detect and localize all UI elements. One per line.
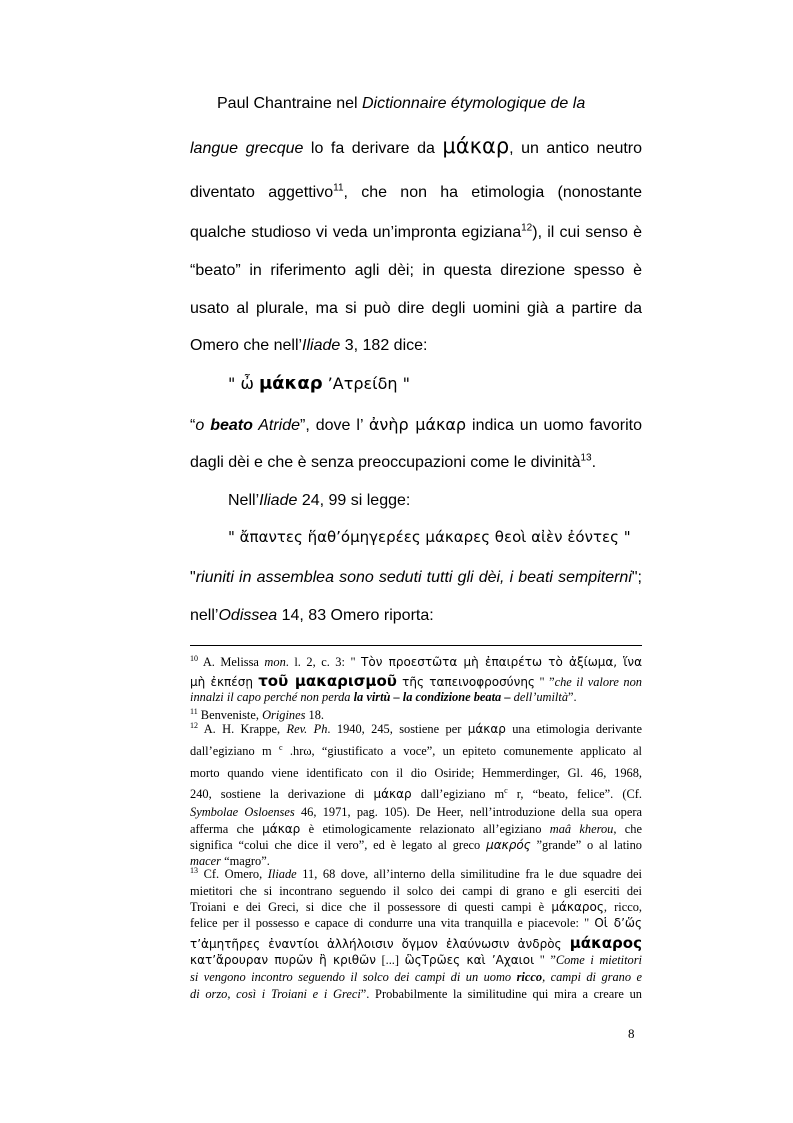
footnote-divider bbox=[190, 645, 642, 646]
body-line-12: nell’Odissea 14, 83 Omero riporta: bbox=[190, 607, 434, 624]
body-line-11: "riuniti in assemblea sono seduti tutti gli dèi, i beati sempiterni"; bbox=[190, 569, 642, 586]
footnote-13-line-4: felice per il possesso e capace di condurre una vita tranquilla e piacevole: " Οἱ δ’ὥς bbox=[190, 916, 642, 930]
footnote-12-line-1: $^{12}$ A. H. Krappe, Rev. Ph. 1940, 245, sostiene per μάκαρ una etimologia derivante bbox=[190, 720, 642, 736]
body-line-7: Omero che nell’Iliade 3, 182 dice: bbox=[190, 337, 428, 354]
body-line-1: Paul Chantraine nel Dictionnaire étymologique de la bbox=[217, 95, 586, 112]
footnote-13-line-7: si vengono incontro seguendo il solco dei campi di un uomo ricco, campi di grano e bbox=[190, 970, 642, 984]
footnote-13-line-6: κατ’ἄρουραν πυρῶν ἢ κριθῶν [...] ὣςΤρῶες καὶ ’Αχαιοι " ”Come i mietitori bbox=[190, 953, 642, 967]
body-line-10: Nell’Iliade 24, 99 si legge: bbox=[228, 492, 411, 509]
greek-quote-2: " ἄπαντες ἥαθ’όμηγερέες μάκαρες θεοὶ αἰὲν ἐόντες " bbox=[228, 528, 631, 546]
footnote-12-line-2: dall’egiziano m $^c$ .hrω, “giustificato a voce”, un epiteto comunemente applicato al bbox=[190, 742, 642, 758]
footnote-12-line-7: significa “colui che dice il vero”, ed è legato al greco μακρός ”grande” o al latino bbox=[190, 838, 642, 852]
footnote-10-line-3: innalzi il capo perché non perda la virtù – la condizione beata – dell’umiltà”. bbox=[190, 690, 577, 704]
footnote-10-line-1: $^{10}$ A. Melissa mon. l. 2, c. 3: " Τὸν προεστῶτα μὴ ἐπαιρέτω τὸ ἀξίωμα, ἵνα bbox=[190, 653, 643, 669]
footnote-12-line-8: macer “magro”. bbox=[190, 854, 270, 868]
footnote-ref-12[interactable]: 12 bbox=[521, 222, 533, 234]
greek-quote-1: " ὦ μάκαρ ’Ατρείδη " bbox=[228, 373, 410, 394]
footnote-13-line-3: Troiani e dei Greci, si dice che il possessore di questi campi è μάκαρος, ricco, bbox=[190, 900, 642, 914]
footnote-ref-11[interactable]: 11 bbox=[333, 182, 344, 194]
body-line-5: “beato” in riferimento agli dèi; in questa direzione spesso è bbox=[190, 262, 642, 279]
footnote-12-line-4: 240, sostiene la derivazione di μάκαρ dall’egiziano $m^c$ r, “beato, felice”. (Cf. bbox=[190, 785, 642, 801]
footnote-13-line-5: τ’ἀμητῆρες ἐναντίοι ἀλλήλοισιν ὄγμον ἐλαύνωσιν ἀνδρὸς μάκαρος bbox=[190, 934, 642, 952]
footnote-13-line-1: $^{13}$ Cf. Omero, Iliade 11, 68 dove, all’interno della similitudine fra le due squadre dei bbox=[190, 865, 642, 881]
footnote-ref-13[interactable]: 13 bbox=[580, 452, 592, 464]
footnote-10-line-2: μὴ ἐκπέσῃ τοῦ μακαρισμοῦ τῆς ταπεινοφροσύνης " ”che il valore non bbox=[190, 672, 642, 690]
body-line-3: diventato aggettivo$^{11}$, che non ha etimologia (nonostante bbox=[190, 182, 642, 201]
page-number: 8 bbox=[628, 1026, 635, 1041]
body-line-4: qualche studioso vi veda un’impronta egiziana$^{12}$), il cui senso è bbox=[190, 222, 642, 241]
footnote-11: $^{11}$ Benveniste, Origines 18. bbox=[190, 706, 325, 722]
body-line-9: dagli dèi e che è senza preoccupazioni come le divinità$^{13}$. bbox=[190, 452, 597, 471]
footnote-12-line-5: Symbolae Osloenses 46, 1971, pag. 105). De Heer, nell’introduzione della sua opera bbox=[190, 805, 642, 819]
body-line-2: langue grecque lo fa derivare da μάκαρ, un antico neutro bbox=[190, 134, 643, 158]
greek-makar: μάκαρ bbox=[442, 134, 510, 158]
footnote-12-line-6: afferma che μάκαρ è etimologicamente relazionato all’egiziano maâ kherou, che bbox=[190, 822, 642, 836]
footnote-13-line-8: di orzo, così i Troiani e i Greci”. Probabilmente la similitudine qui mira a creare un bbox=[190, 987, 642, 1001]
footnote-12-line-3: morto quando viene identificato con il dio Osiride; Hemmerdinger, Gl. 46, 1968, bbox=[190, 766, 642, 780]
body-line-6: usato al plurale, ma si può dire degli uomini già a partire da bbox=[190, 300, 642, 317]
body-line-8: “o beato Atride”, dove l’ ἀνὴρ μάκαρ indica un uomo favorito bbox=[190, 415, 642, 434]
footnote-13-line-2: mietitori che si incontrano seguendo il solco dei campi di grano e gli eserciti dei bbox=[190, 884, 642, 898]
